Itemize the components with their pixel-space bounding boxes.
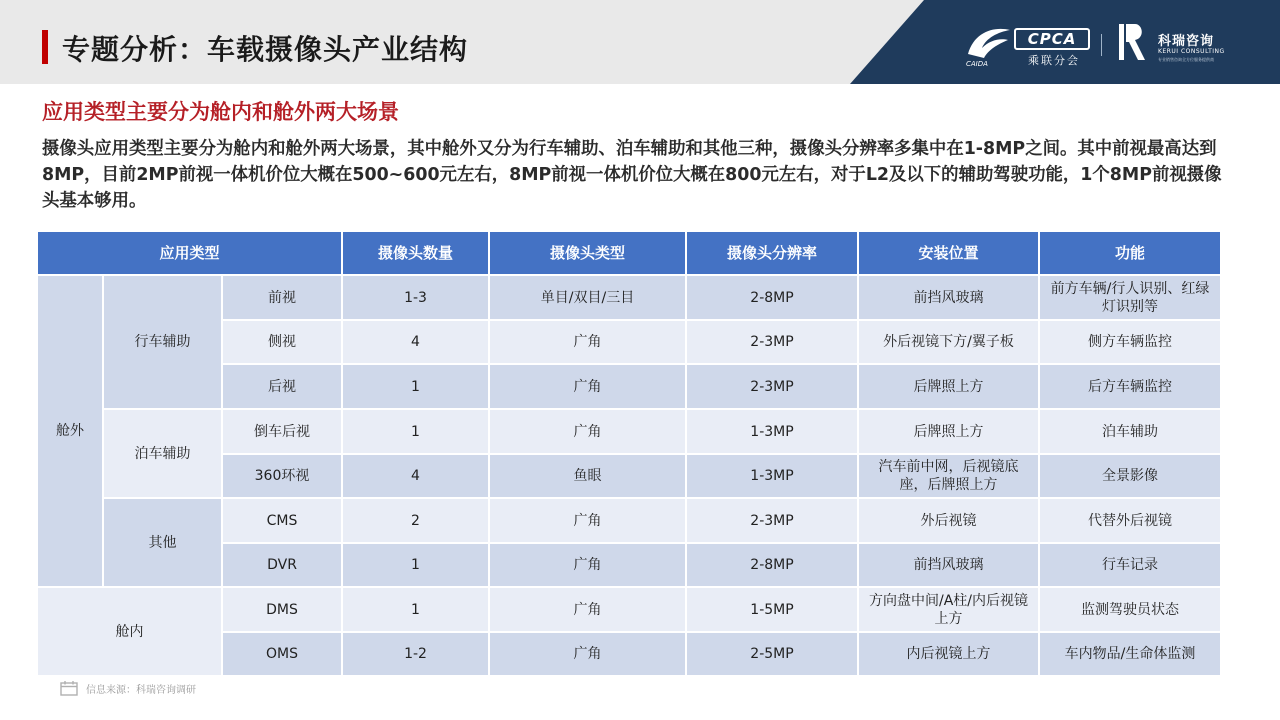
cpca-logo-small: CAIDA bbox=[966, 60, 988, 68]
table-cell-name: 侧视 bbox=[223, 321, 341, 363]
table-cell-count: 4 bbox=[343, 455, 488, 497]
group-cell-exterior: 舱外 bbox=[38, 276, 102, 586]
table-cell-location: 内后视镜上方 bbox=[859, 633, 1038, 675]
table-cell-name: 前视 bbox=[223, 276, 341, 319]
table-cell-location: 后牌照上方 bbox=[859, 410, 1038, 453]
table-header-resolution: 摄像头分辨率 bbox=[687, 232, 857, 274]
table-cell-location: 前挡风玻璃 bbox=[859, 544, 1038, 586]
table-header-count: 摄像头数量 bbox=[343, 232, 488, 274]
section-subtitle: 应用类型主要分为舱内和舱外两大场景 bbox=[42, 100, 399, 124]
table-cell-location: 汽车前中网，后视镜底座，后牌照上方 bbox=[859, 455, 1038, 497]
table-cell-function: 侧方车辆监控 bbox=[1040, 321, 1220, 363]
table-cell-function: 全景影像 bbox=[1040, 455, 1220, 497]
page-title: 专题分析：车载摄像头产业结构 bbox=[62, 33, 469, 66]
table-cell-count: 1 bbox=[343, 410, 488, 453]
source-note bbox=[60, 680, 196, 696]
table-cell-count: 2 bbox=[343, 499, 488, 542]
table-cell-type: 单目/双目/三目 bbox=[490, 276, 685, 319]
cpca-logo-icon bbox=[964, 24, 1014, 60]
logo-divider bbox=[1101, 34, 1102, 56]
table-cell-type: 广角 bbox=[490, 321, 685, 363]
kerui-logo-english: KERUI CONSULTING bbox=[1158, 48, 1225, 55]
table-cell-name: DMS bbox=[223, 588, 341, 631]
kerui-logo-tagline: 专业销售咨询全方位服务提供商 bbox=[1158, 57, 1214, 62]
table-cell-type: 鱼眼 bbox=[490, 455, 685, 497]
table-cell-type: 广角 bbox=[490, 499, 685, 542]
table-cell-function: 后方车辆监控 bbox=[1040, 365, 1220, 408]
subgroup-cell-other: 其他 bbox=[104, 499, 221, 586]
table-cell-resolution: 2-3MP bbox=[687, 321, 857, 363]
table-cell-location: 外后视镜下方/翼子板 bbox=[859, 321, 1038, 363]
table-cell-location: 方向盘中间/A柱/内后视镜上方 bbox=[859, 588, 1038, 631]
table-cell-name: DVR bbox=[223, 544, 341, 586]
kerui-logo-name: 科瑞咨询 bbox=[1158, 34, 1215, 49]
table-cell-type: 广角 bbox=[490, 588, 685, 631]
table-cell-name: OMS bbox=[223, 633, 341, 675]
table-cell-count: 1 bbox=[343, 544, 488, 586]
table-cell-resolution: 2-3MP bbox=[687, 499, 857, 542]
table-cell-name: 倒车后视 bbox=[223, 410, 341, 453]
subgroup-cell-driving: 行车辅助 bbox=[104, 276, 221, 408]
table-cell-count: 4 bbox=[343, 321, 488, 363]
description-paragraph: 摄像头应用类型主要分为舱内和舱外两大场景，其中舱外又分为行车辅助、泊车辅助和其他三种，摄像头分辨率多集中在1-8MP之间。其中前视最高达到8MP，目前2MP前视一体机价位大概在500~600元左右，8MP前视一体机价位大概在800元左右，对于L2及以下的辅助驾驶功能，1个8MP前视摄像头基本够用。 bbox=[42, 139, 1222, 211]
table-header-type: 摄像头类型 bbox=[490, 232, 685, 274]
table-cell-resolution: 2-8MP bbox=[687, 276, 857, 319]
table-cell-resolution: 2-5MP bbox=[687, 633, 857, 675]
table-cell-function: 前方车辆/行人识别、红绿灯识别等 bbox=[1040, 276, 1220, 319]
table-cell-name: 后视 bbox=[223, 365, 341, 408]
table-cell-resolution: 2-3MP bbox=[687, 365, 857, 408]
table-cell-name: 360环视 bbox=[223, 455, 341, 497]
table-cell-function: 代替外后视镜 bbox=[1040, 499, 1220, 542]
table-cell-location: 后牌照上方 bbox=[859, 365, 1038, 408]
table-cell-type: 广角 bbox=[490, 544, 685, 586]
table-cell-function: 行车记录 bbox=[1040, 544, 1220, 586]
table-header-application: 应用类型 bbox=[38, 232, 341, 274]
table-cell-type: 广角 bbox=[490, 633, 685, 675]
camera-table bbox=[38, 232, 1220, 677]
table-cell-resolution: 1-3MP bbox=[687, 410, 857, 453]
cpca-logo-text: CPCA bbox=[1014, 28, 1090, 50]
table-header-location: 安装位置 bbox=[859, 232, 1038, 274]
table-cell-type: 广角 bbox=[490, 365, 685, 408]
table-cell-count: 1-2 bbox=[343, 633, 488, 675]
table-cell-count: 1 bbox=[343, 588, 488, 631]
table-cell-type: 广角 bbox=[490, 410, 685, 453]
table-cell-location: 外后视镜 bbox=[859, 499, 1038, 542]
table-cell-count: 1-3 bbox=[343, 276, 488, 319]
source-text: 信息来源：科瑞咨询调研 bbox=[86, 684, 196, 696]
table-cell-name: CMS bbox=[223, 499, 341, 542]
kerui-logo-icon bbox=[1117, 22, 1147, 62]
table-cell-resolution: 2-8MP bbox=[687, 544, 857, 586]
calendar-icon bbox=[60, 680, 78, 696]
table-cell-function: 监测驾驶员状态 bbox=[1040, 588, 1220, 631]
header-accent-bar bbox=[42, 30, 48, 64]
cpca-logo-subtext: 乘联分会 bbox=[1028, 54, 1080, 67]
table-cell-function: 泊车辅助 bbox=[1040, 410, 1220, 453]
subgroup-cell-parking: 泊车辅助 bbox=[104, 410, 221, 497]
group-cell-interior: 舱内 bbox=[38, 588, 221, 675]
table-cell-function: 车内物品/生命体监测 bbox=[1040, 633, 1220, 675]
table-cell-location: 前挡风玻璃 bbox=[859, 276, 1038, 319]
table-cell-count: 1 bbox=[343, 365, 488, 408]
table-header-function: 功能 bbox=[1040, 232, 1220, 274]
table-cell-resolution: 1-5MP bbox=[687, 588, 857, 631]
table-cell-resolution: 1-3MP bbox=[687, 455, 857, 497]
